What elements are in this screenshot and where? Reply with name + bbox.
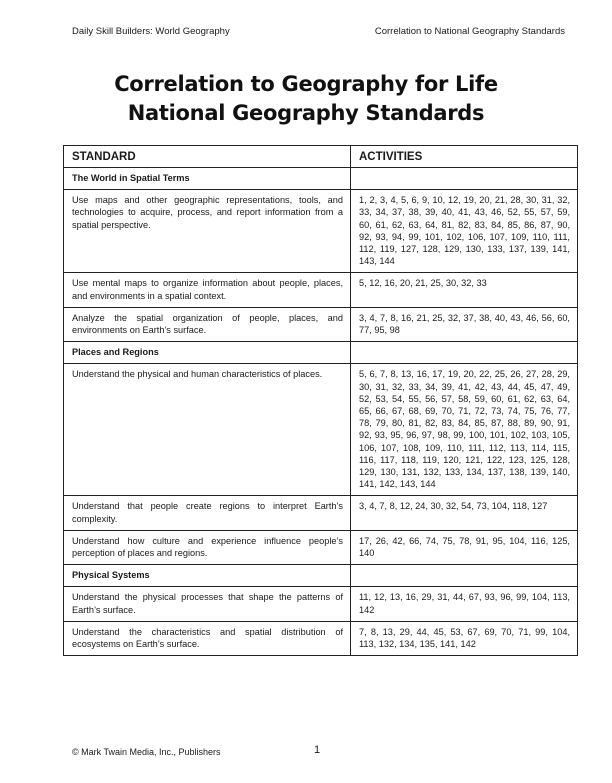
running-header-right: Correlation to National Geography Standards bbox=[374, 26, 565, 37]
column-header-standard: STANDARD bbox=[64, 146, 351, 168]
table-row bbox=[64, 364, 578, 496]
table-row bbox=[64, 307, 578, 341]
column-header-activities: ACTIVITIES bbox=[351, 146, 578, 168]
standard-cell: Understand the physical processes that shape the patterns of Earth’s surface. bbox=[64, 587, 351, 621]
standard-cell: Understand the characteristics and spatial distribution of ecosystems on Earth’s surface. bbox=[64, 621, 351, 655]
activities-cell: 7, 8, 13, 29, 44, 45, 53, 67, 69, 70, 71, 99, 104, 113, 132, 134, 135, 141, 142 bbox=[351, 621, 578, 655]
standard-cell: Understand how culture and experience influence people’s perception of places and regions. bbox=[64, 530, 351, 564]
section-heading: The World in Spatial Terms bbox=[64, 168, 351, 190]
standard-cell: Understand the physical and human characteristics of places. bbox=[64, 364, 351, 496]
section-row bbox=[64, 168, 578, 190]
page-title-line-2: National Geography Standards bbox=[127, 101, 485, 125]
activities-cell: 5, 12, 16, 20, 21, 25, 30, 32, 33 bbox=[351, 273, 578, 307]
section-row bbox=[64, 565, 578, 587]
table-row bbox=[64, 496, 578, 530]
standards-table bbox=[63, 145, 578, 656]
activities-cell: 1, 2, 3, 4, 5, 6, 9, 10, 12, 19, 20, 21, 28, 30, 31, 32, 33, 34, 37, 38, 39, 40, 41, 43, 46, 52, 55, 57, 59, 60, 61, 62, 63, 64, 81, 82, 83, 84, 85, 86, 87, 90, 92, 93, 94, 99, 101, 102, 106, 107, 109, 110, 111, 112, 119, 127, 128, 129, 130, 133, 137, 139, 141, 143, 144 bbox=[351, 190, 578, 273]
table-row bbox=[64, 587, 578, 621]
page-title-line-1: Correlation to Geography for Life bbox=[114, 72, 498, 96]
activities-cell: 3, 4, 7, 8, 12, 24, 30, 32, 54, 73, 104, 118, 127 bbox=[351, 496, 578, 530]
standard-cell: Use maps and other geographic representations, tools, and technologies to acquire, process, and report information from a spatial perspective. bbox=[64, 190, 351, 273]
running-header-left: Daily Skill Builders: World Geography bbox=[72, 26, 230, 37]
section-empty-cell bbox=[351, 342, 578, 364]
standard-cell: Understand that people create regions to interpret Earth’s complexity. bbox=[64, 496, 351, 530]
activities-cell: 17, 26, 42, 66, 74, 75, 78, 91, 95, 104, 116, 125, 140 bbox=[351, 530, 578, 564]
section-empty-cell bbox=[351, 565, 578, 587]
section-heading: Places and Regions bbox=[64, 342, 351, 364]
table-row bbox=[64, 190, 578, 273]
footer-copyright: © Mark Twain Media, Inc., Publishers bbox=[72, 747, 221, 757]
standard-cell: Use mental maps to organize information about people, places, and environments in a spatial context. bbox=[64, 273, 351, 307]
standard-cell: Analyze the spatial organization of people, places, and environments on Earth’s surface. bbox=[64, 307, 351, 341]
table-row bbox=[64, 621, 578, 655]
page-title bbox=[0, 70, 612, 128]
page-number: 1 bbox=[314, 744, 321, 756]
section-empty-cell bbox=[351, 168, 578, 190]
table-row bbox=[64, 530, 578, 564]
section-heading: Physical Systems bbox=[64, 565, 351, 587]
activities-cell: 3, 4, 7, 8, 16, 21, 25, 32, 37, 38, 40, 43, 46, 56, 60, 77, 95, 98 bbox=[351, 307, 578, 341]
section-row bbox=[64, 342, 578, 364]
table-row bbox=[64, 273, 578, 307]
table-header-row bbox=[64, 146, 578, 168]
activities-cell: 5, 6, 7, 8, 13, 16, 17, 19, 20, 22, 25, 26, 27, 28, 29, 30, 31, 32, 33, 34, 39, 41, 42, 43, 44, 45, 47, 49, 52, 53, 54, 55, 56, 57, 58, 59, 60, 61, 62, 63, 64, 65, 66, 67, 68, 69, 70, 71, 72, 73, 74, 75, 76, 77, 78, 79, 80, 81, 82, 83, 84, 85, 87, 88, 89, 90, 91, 92, 93, 95, 96, 97, 98, 99, 100, 101, 102, 103, 105, 106, 107, 108, 109, 110, 111, 112, 113, 114, 115, 116, 117, 118, 119, 120, 121, 122, 123, 125, 128, 129, 130, 131, 132, 133, 134, 137, 138, 139, 140, 141, 142, 143, 144 bbox=[351, 364, 578, 496]
activities-cell: 11, 12, 13, 16, 29, 31, 44, 67, 93, 96, 99, 104, 113, 142 bbox=[351, 587, 578, 621]
